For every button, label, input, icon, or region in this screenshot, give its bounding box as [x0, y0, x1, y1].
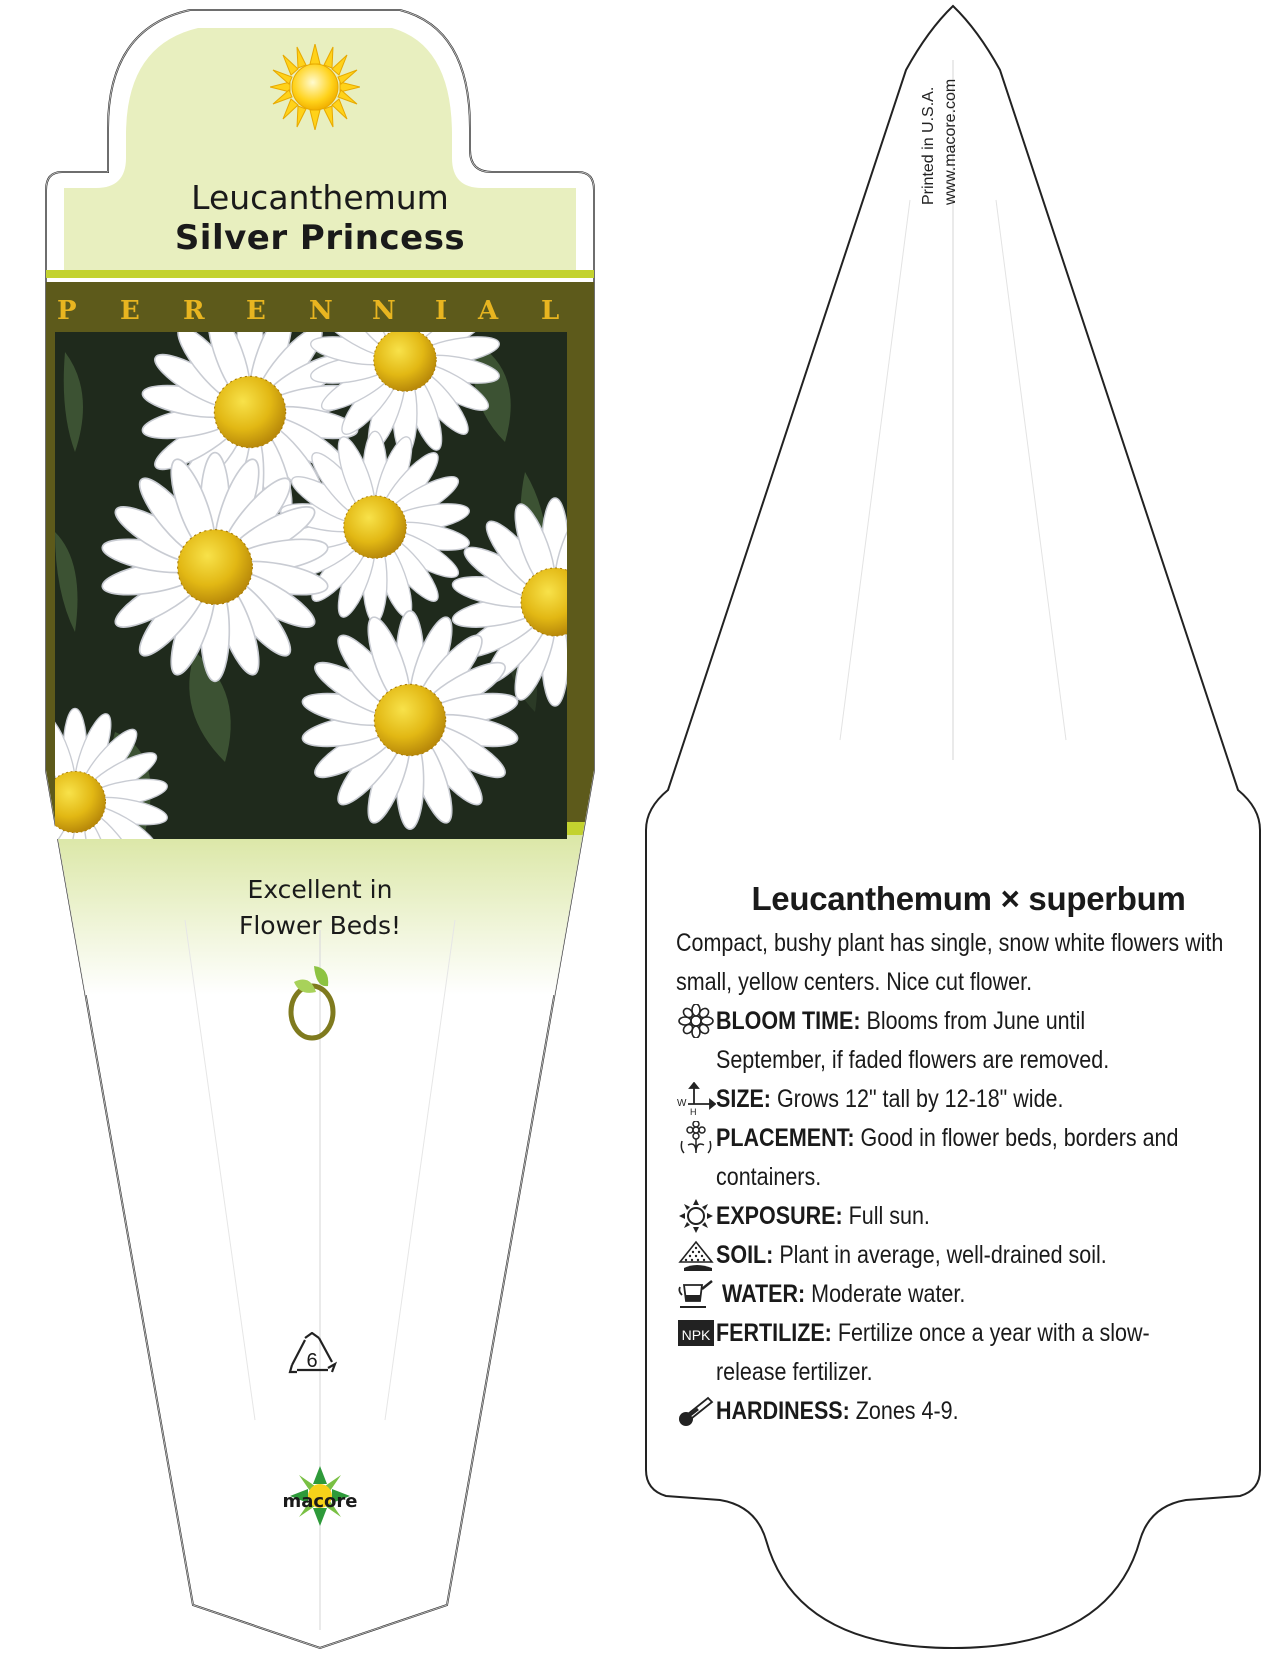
- category-letter: N: [372, 296, 396, 326]
- attribute-placement: [676, 1119, 1261, 1197]
- attribute-hardiness: [676, 1392, 1261, 1431]
- soil-text: Plant in average, well-drained soil.: [779, 1241, 1107, 1269]
- exposure-text: Full sun.: [848, 1202, 930, 1230]
- website: www.macore.com: [942, 78, 959, 205]
- printed-in: Printed in U.S.A.: [920, 86, 937, 205]
- watering-can-icon: [676, 1277, 716, 1311]
- exposure-sun-icon: [676, 1199, 716, 1233]
- water-text: Moderate water.: [811, 1280, 966, 1308]
- exposure-label: EXPOSURE:: [716, 1202, 843, 1230]
- category-letter: P: [57, 296, 77, 326]
- tagline: [20, 872, 620, 944]
- placement-label: PLACEMENT:: [716, 1124, 855, 1152]
- npk-icon: [676, 1316, 716, 1350]
- tagline-line-2: Flower Beds!: [238, 911, 402, 940]
- thermometer-icon: [676, 1394, 716, 1428]
- size-icon: [676, 1082, 716, 1116]
- attribute-soil: [676, 1236, 1261, 1275]
- category-letter: A: [478, 296, 499, 326]
- category-label: [22, 296, 622, 326]
- botanical-name: Leucanthemum × superbum: [751, 880, 1186, 917]
- description: Compact, bushy plant has single, snow white flowers with small, yellow centers. Nice cut flower.: [676, 929, 1224, 996]
- sun-icon: [270, 44, 360, 130]
- leaf-emblem-icon: [284, 964, 340, 1042]
- category-letter: E: [120, 296, 140, 326]
- attribute-exposure: [676, 1197, 1261, 1236]
- plant-genus: Leucanthemum: [191, 178, 449, 217]
- hardiness-text: Zones 4-9.: [855, 1397, 959, 1425]
- attribute-water: [676, 1275, 1261, 1314]
- category-letter: I: [435, 296, 448, 326]
- placement-icon: [676, 1121, 716, 1155]
- size-label: SIZE:: [716, 1085, 771, 1113]
- water-label: WATER:: [721, 1280, 806, 1308]
- attribute-size: [676, 1080, 1261, 1119]
- print-info: [920, 50, 959, 210]
- recycle-code: 6: [306, 1350, 318, 1372]
- plant-photo: [55, 332, 567, 839]
- plant-cultivar: Silver Princess: [174, 218, 466, 258]
- placement-text: Good in flower beds, borders and containers.: [716, 1124, 1179, 1191]
- attribute-fertilize: [676, 1314, 1261, 1392]
- category-letter: E: [246, 296, 266, 326]
- npk-text: NPK: [681, 1327, 711, 1343]
- hardiness-label: HARDINESS:: [716, 1397, 850, 1425]
- category-letter: R: [183, 296, 205, 326]
- attribute-bloom-time: [676, 1002, 1261, 1080]
- tagline-line-1: Excellent in: [247, 875, 393, 904]
- bloom-time-label: BLOOM TIME:: [716, 1007, 861, 1035]
- bloom-time-text: Blooms from June until September, if faded flowers are removed.: [716, 1007, 1110, 1074]
- size-text: Grows 12" tall by 12-18" wide.: [776, 1085, 1064, 1113]
- size-w-letter: W: [677, 1098, 687, 1109]
- fertilize-label: FERTILIZE:: [716, 1319, 832, 1347]
- size-h-letter: H: [690, 1107, 697, 1116]
- fertilize-text: Fertilize once a year with a slow-release fertilizer.: [716, 1319, 1150, 1386]
- soil-label: SOIL:: [716, 1241, 774, 1269]
- care-info: [676, 880, 1261, 1431]
- soil-icon: [676, 1238, 716, 1272]
- category-letter: N: [309, 296, 333, 326]
- flower-icon: [676, 1004, 716, 1038]
- brand-name: macore: [282, 1491, 358, 1512]
- category-letter: L: [541, 296, 560, 326]
